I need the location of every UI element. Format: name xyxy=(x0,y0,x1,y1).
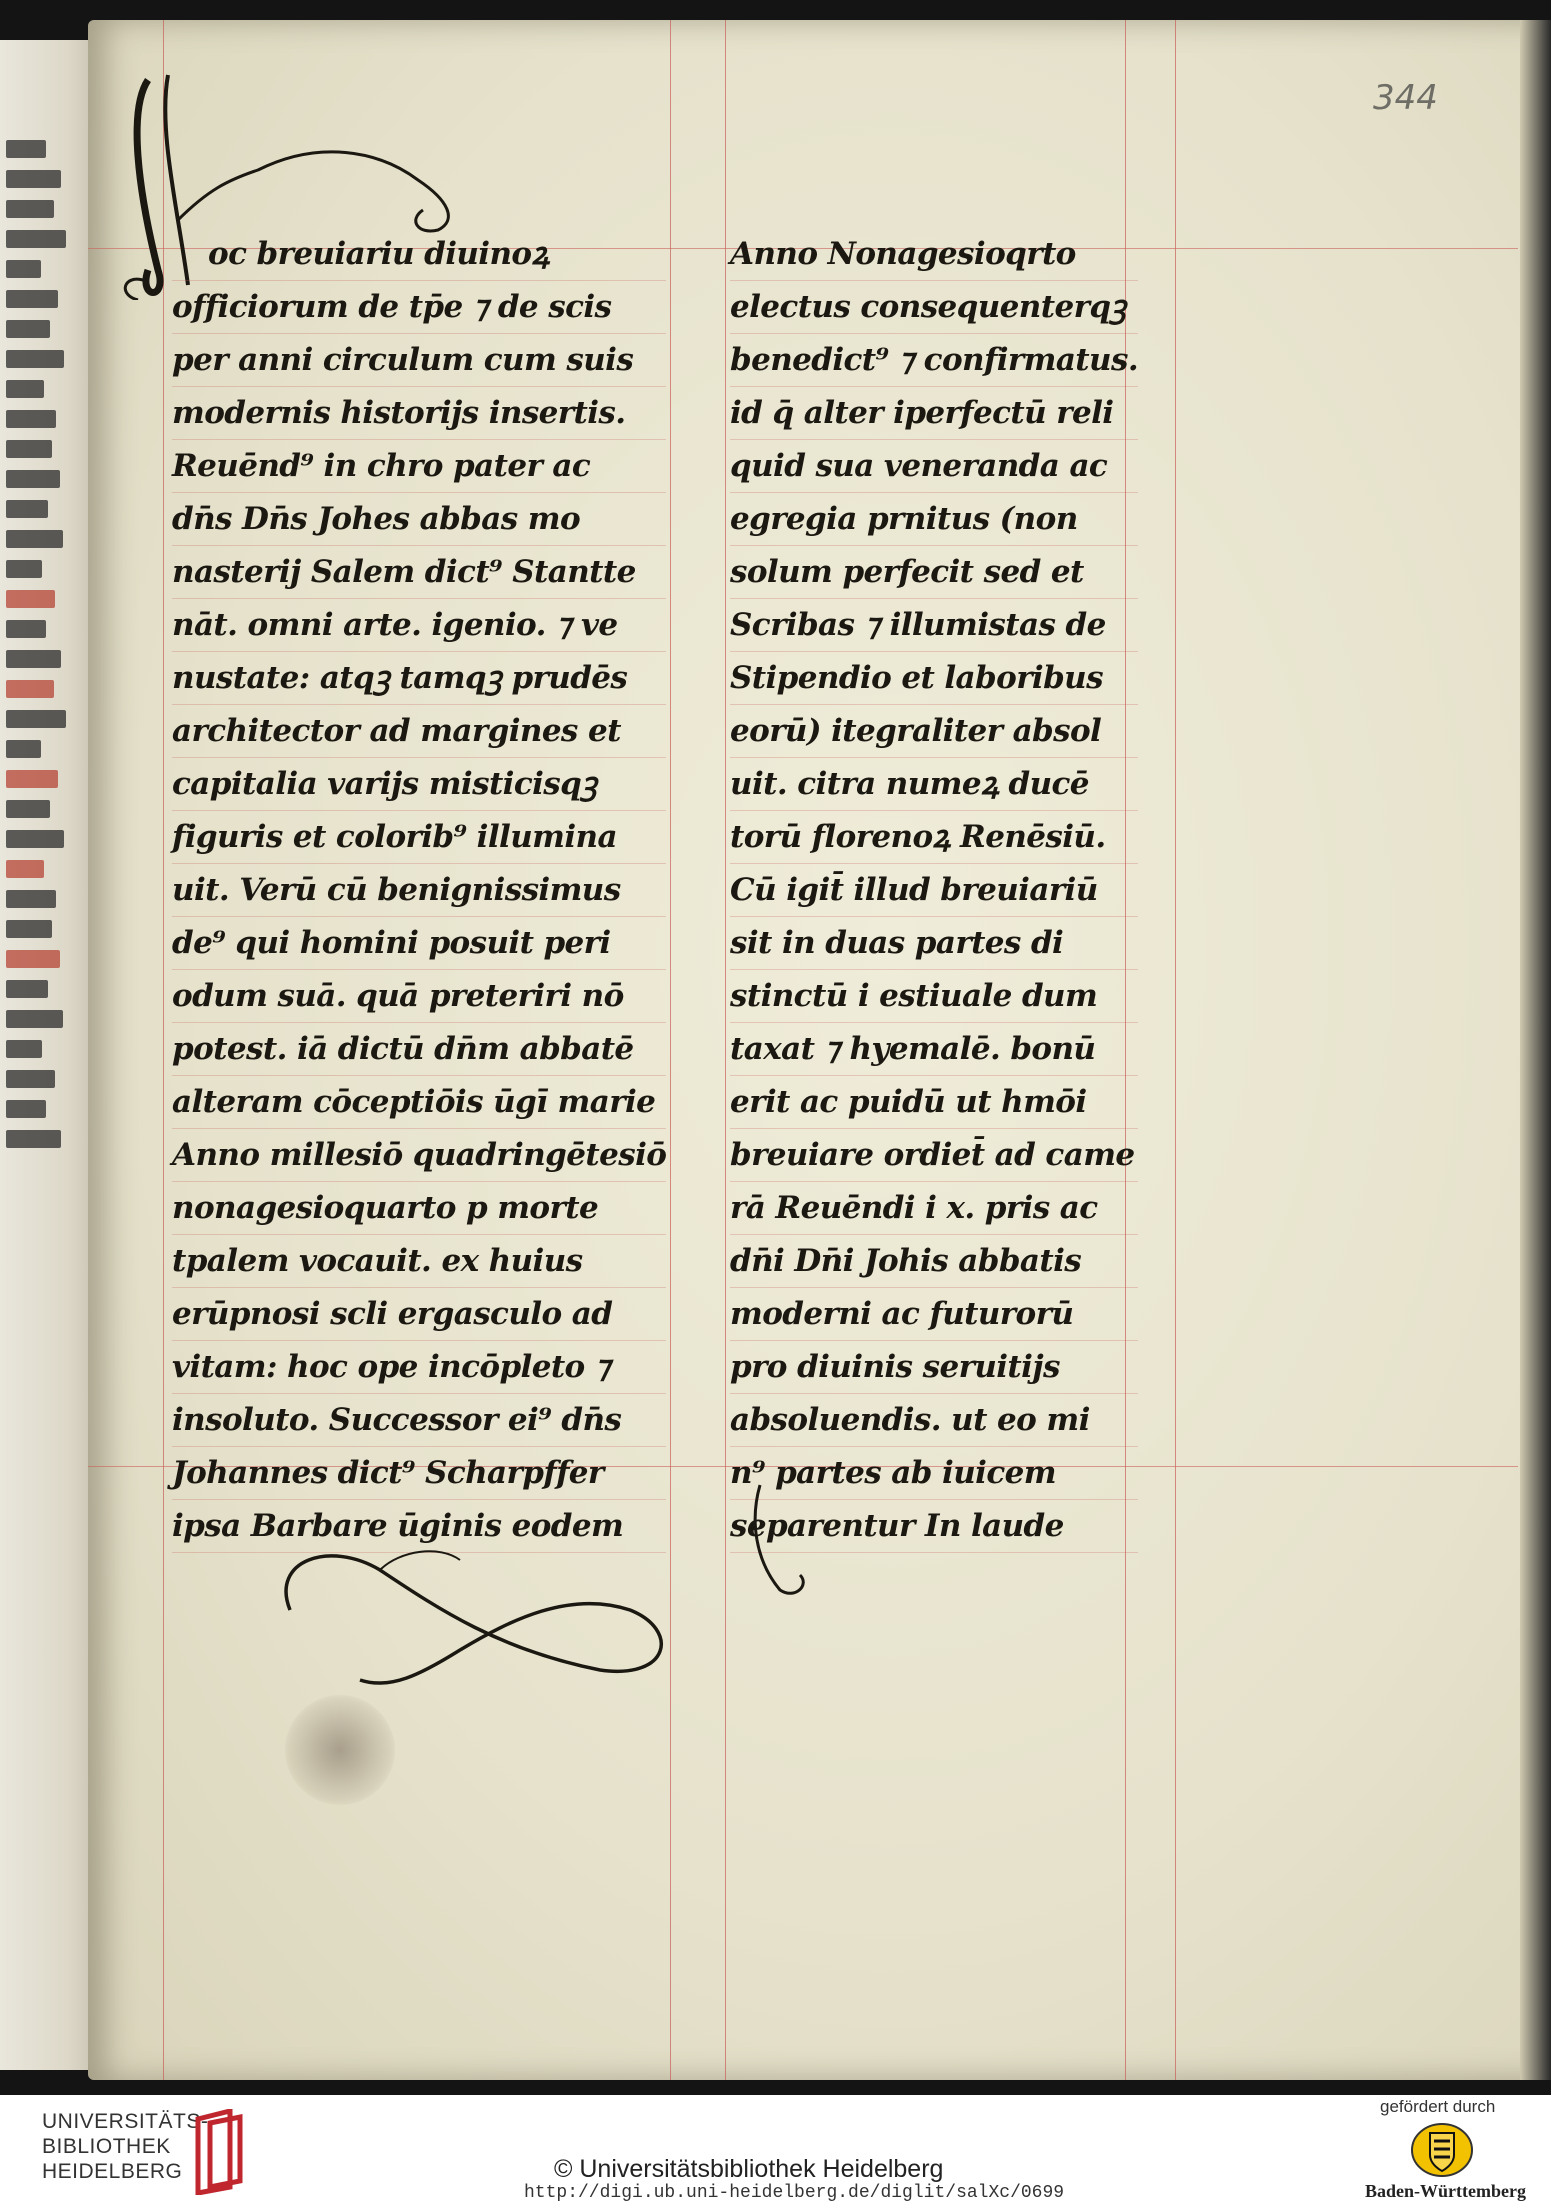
facing-page-text-fragment xyxy=(6,290,58,308)
facing-page-text-fragment xyxy=(6,470,60,488)
facing-page-text-fragment xyxy=(6,230,66,248)
facing-page-text-fragment xyxy=(6,380,44,398)
text-line: insoluto. Successor ei⁹ dn̄s xyxy=(172,1394,666,1447)
ruling-line xyxy=(670,20,671,2080)
facing-page-text-fragment xyxy=(6,1070,55,1088)
facing-page-text-fragment xyxy=(6,350,64,368)
text-line: id q̄ alter iperfectū reli xyxy=(730,387,1138,440)
text-line: ipsa Barbare ūginis eodem xyxy=(172,1500,666,1553)
facing-page-text-fragment xyxy=(6,560,42,578)
text-line: nāt. omni arte. igenio. ⁊ ve xyxy=(172,599,666,652)
text-line: Johannes dict⁹ Scharpffer xyxy=(172,1447,666,1500)
coat-of-arms-icon xyxy=(1410,2121,1474,2179)
text-line: n⁹ partes ab iuicem xyxy=(730,1447,1138,1500)
facing-page-text-fragment xyxy=(6,500,48,518)
text-line: tpalem vocauit. ex huius xyxy=(172,1235,666,1288)
text-line: stinctū i estiuale dum xyxy=(730,970,1138,1023)
text-line: modernis historijs insertis. xyxy=(172,387,666,440)
facing-page-text-fragment xyxy=(6,740,41,758)
text-line: solum perfecit sed et xyxy=(730,546,1138,599)
text-line: vitam: hoc ope incōpleto ⁊ xyxy=(172,1341,666,1394)
text-line: Reuēnd⁹ in chro pater ac xyxy=(172,440,666,493)
text-line: erit ac puidū ut hmōi xyxy=(730,1076,1138,1129)
text-line: Stipendio et laboribus xyxy=(730,652,1138,705)
facing-page-text-fragment xyxy=(6,830,64,848)
text-line: uit. Verū cū benignissimus xyxy=(172,864,666,917)
facing-page-text-fragment xyxy=(6,800,50,818)
text-line: figuris et colorib⁹ illumina xyxy=(172,811,666,864)
permalink-url[interactable]: http://digi.ub.uni-heidelberg.de/diglit/salXc/0699 xyxy=(524,2183,1065,2203)
folio-edge-shadow xyxy=(1520,20,1551,2080)
facing-page-text-fragment xyxy=(6,710,66,728)
text-line: per anni circulum cum suis xyxy=(172,334,666,387)
text-line: breuiare ordiet̄ ad came xyxy=(730,1129,1138,1182)
text-line: benedict⁹ ⁊ confirmatus. xyxy=(730,334,1138,387)
facing-page-text-fragment xyxy=(6,1010,63,1028)
ruling-line xyxy=(1175,20,1176,2080)
funder-name: Baden-Württemberg xyxy=(1365,2181,1526,2201)
text-line: Anno millesiō quadringētesiō xyxy=(172,1129,666,1182)
library-name-line: BIBLIOTHEK xyxy=(42,2135,171,2158)
funded-by-label: gefördert durch xyxy=(1380,2097,1496,2116)
text-line: nonagesioquarto p morte xyxy=(172,1182,666,1235)
copyright-notice: © Universitätsbibliothek Heidelberg xyxy=(554,2155,944,2183)
text-line: moderni ac futurorū xyxy=(730,1288,1138,1341)
facing-page-text-fragment xyxy=(6,140,46,158)
facing-page-text-fragment xyxy=(6,1130,61,1148)
text-line: dn̄s Dn̄s Johes abbas mo xyxy=(172,493,666,546)
text-line: Scribas ⁊ illumistas de xyxy=(730,599,1138,652)
right-text-column xyxy=(730,228,1138,1553)
text-line: sit in duas partes di xyxy=(730,917,1138,970)
text-line: quid sua veneranda ac xyxy=(730,440,1138,493)
text-line: oc breuiariu diuinoꝝ xyxy=(172,228,666,281)
ruling-line xyxy=(163,20,164,2080)
facing-page-text-fragment xyxy=(6,530,63,548)
library-name xyxy=(42,2109,208,2184)
facing-page-text-fragment xyxy=(6,410,56,428)
facing-page-text-fragment xyxy=(6,440,52,458)
text-line: torū florenoꝝ Renēsiū. xyxy=(730,811,1138,864)
facing-page-text-fragment xyxy=(6,980,48,998)
text-line: rā Reuēndi i x. pris ac xyxy=(730,1182,1138,1235)
text-line: nasterij Salem dict⁹ Stantte xyxy=(172,546,666,599)
text-line: dn̄i Dn̄i Johis abbatis xyxy=(730,1235,1138,1288)
facing-page-text-fragment xyxy=(6,1100,46,1118)
footer-bar xyxy=(0,2095,1551,2205)
text-line: nustate: atqꝫ tamqꝫ prudēs xyxy=(172,652,666,705)
facing-page-text-fragment xyxy=(6,950,60,968)
text-line: capitalia varijs misticisqꝫ xyxy=(172,758,666,811)
text-line: uit. citra numeꝝ ducē xyxy=(730,758,1138,811)
left-text-column xyxy=(172,228,666,1553)
text-line: electus consequenterqꝫ xyxy=(730,281,1138,334)
text-line: alteram cōceptiōis ūgī marie xyxy=(172,1076,666,1129)
text-line: de⁹ qui homini posuit peri xyxy=(172,917,666,970)
facing-page-text-fragment xyxy=(6,650,61,668)
text-line: separentur In laude xyxy=(730,1500,1138,1553)
facing-page-text-fragment xyxy=(6,890,56,908)
text-line: potest. iā dictū dn̄m abbatē xyxy=(172,1023,666,1076)
facing-page-text-fragment xyxy=(6,200,54,218)
library-name-line: UNIVERSITÄTS- xyxy=(42,2110,209,2133)
text-line: pro diuinis seruitijs xyxy=(730,1341,1138,1394)
facing-page-text-fragment xyxy=(6,770,58,788)
text-line: egregia prnitus (non xyxy=(730,493,1138,546)
library-logo-icon xyxy=(190,2109,250,2195)
text-line: erūpnosi scli ergasculo ad xyxy=(172,1288,666,1341)
facing-page-text-fragment xyxy=(6,170,61,188)
pen-flourish xyxy=(740,1480,860,1600)
pen-flourish xyxy=(270,1530,690,1700)
text-line: absoluendis. ut eo mi xyxy=(730,1394,1138,1447)
text-line: Cū igit̄ illud breuiariū xyxy=(730,864,1138,917)
parchment-stain xyxy=(285,1695,395,1805)
text-line: architector ad margines et xyxy=(172,705,666,758)
facing-page-text-fragment xyxy=(6,1040,42,1058)
facing-page-text-fragment xyxy=(6,590,55,608)
facing-page-text-fragment xyxy=(6,920,52,938)
facing-page-text-fragment xyxy=(6,860,44,878)
text-line: Anno Nonagesioqrto xyxy=(730,228,1138,281)
facing-page-text-fragment xyxy=(6,260,41,278)
folio-number: 344 xyxy=(1373,78,1438,118)
text-line: odum suā. quā preteriri nō xyxy=(172,970,666,1023)
text-line: officiorum de tp̄e ⁊ de scis xyxy=(172,281,666,334)
text-line: eorū) itegraliter absol xyxy=(730,705,1138,758)
facing-page-text-fragment xyxy=(6,320,50,338)
facing-page-text-fragment xyxy=(6,680,54,698)
text-line: taxat ⁊ hyemalē. bonū xyxy=(730,1023,1138,1076)
library-name-line: HEIDELBERG xyxy=(42,2160,183,2183)
facing-page-text-fragment xyxy=(6,620,46,638)
ruling-line xyxy=(725,20,726,2080)
